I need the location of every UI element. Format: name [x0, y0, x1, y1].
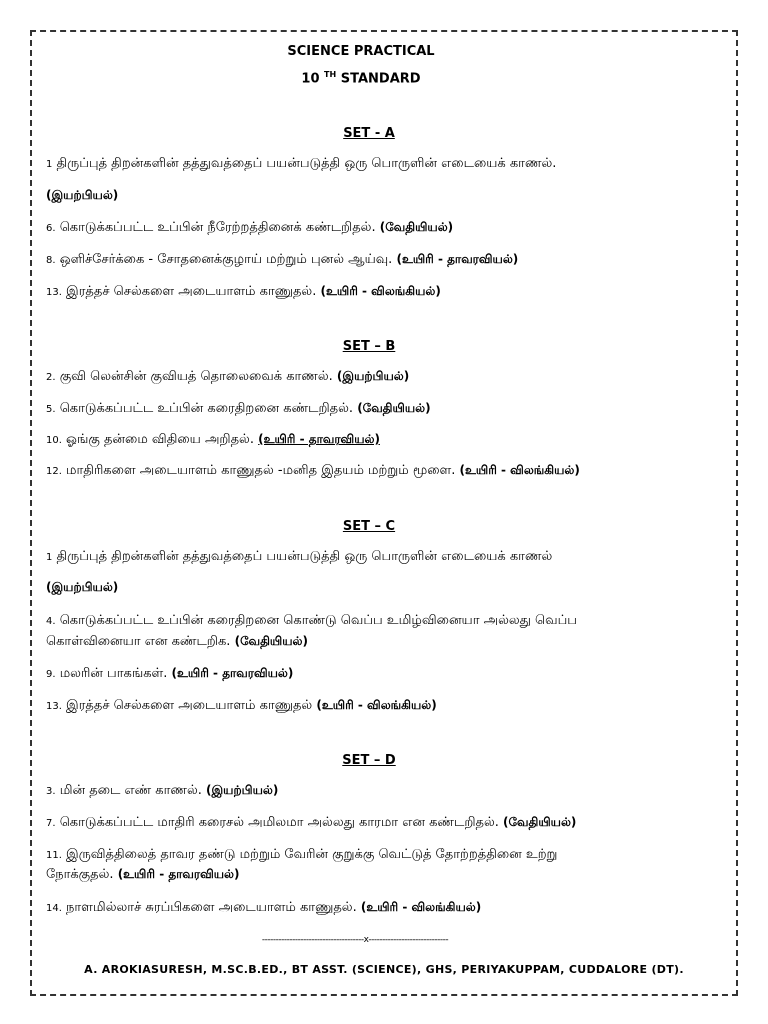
item-subject: (உயிரி - விலங்கியல்): [459, 463, 580, 477]
grade-superscript: TH: [324, 70, 337, 79]
item-number: 13.: [46, 287, 62, 298]
item-number: 2.: [46, 372, 56, 383]
page-title: SCIENCE PRACTICAL: [287, 44, 435, 59]
item-text: திருப்புத் திறன்களின் தத்துவத்தைப் பயன்படுத்தி ஒரு பொருளின் எடையைக் காணல்: [56, 549, 553, 564]
grade-label: [0, 70, 722, 86]
item-number: 12.: [46, 466, 62, 477]
set-a-item: [46, 188, 118, 204]
set-c-item: [46, 549, 552, 565]
item-text: இரத்தச் செல்களை அடையாளம் காணுதல்: [66, 698, 313, 713]
set-c-item: [46, 613, 577, 629]
item-subject: (உயிரி - விலங்கியல்): [320, 284, 441, 298]
set-c-title: SET – C: [342, 519, 396, 534]
item-text: கொடுக்கப்பட்ட மாதிரி கரைசல் அமிலமா அல்லது காரமா என கண்டறிதல்.: [59, 815, 499, 830]
item-subject: (உயிரி - தாவரவியல்): [171, 666, 294, 680]
item-number: 8.: [46, 255, 56, 266]
item-text: கொடுக்கப்பட்ட உப்பின் நீரேற்றத்தினைக் கண்டறிதல்.: [59, 220, 376, 235]
set-b-item: [46, 369, 409, 385]
set-c-item: [46, 580, 118, 596]
set-d-title: SET – D: [342, 753, 396, 768]
item-number: 1: [46, 552, 53, 563]
set-a-item: [46, 156, 556, 172]
set-d-item: [46, 783, 278, 799]
item-text: குவி லென்சின் குவியத் தொலைவைக் காணல்.: [59, 369, 333, 384]
item-subject: (வேதியியல்): [503, 815, 577, 829]
item-number: 11.: [46, 850, 62, 861]
item-subject: (வேதியியல்): [357, 401, 431, 415]
item-text: மின் தடை எண் காணல்.: [59, 783, 202, 798]
item-text: திருப்புத் திறன்களின் தத்துவத்தைப் பயன்படுத்தி ஒரு பொருளின் எடையைக் காணல்.: [56, 156, 557, 171]
item-number: 9.: [46, 669, 56, 680]
item-text: இரத்தச் செல்களை அடையாளம் காணுதல்.: [66, 284, 317, 299]
set-c-item: [46, 666, 293, 682]
item-number: 6.: [46, 223, 56, 234]
set-d-item: [46, 847, 557, 863]
item-subject: (உயிரி - விலங்கியல்): [316, 698, 437, 712]
grade-number: 10: [301, 71, 320, 87]
item-subject: (உயிரி - தாவரவியல்): [117, 867, 240, 881]
item-subject: (இயற்பியல்): [46, 188, 119, 202]
item-text: மாதிரிகளை அடையாளம் காணுதல் -மனித இதயம் மற்றும் மூளை.: [66, 463, 456, 478]
item-number: 3.: [46, 786, 56, 797]
item-text: கொடுக்கப்பட்ட உப்பின் கரைதிறனை கொண்டு வெப்ப உமிழ்வினையா அல்லது வெப்ப: [59, 613, 577, 628]
item-text: மலரின் பாகங்கள்.: [59, 666, 168, 681]
item-number: 14.: [46, 903, 62, 914]
grade-word: STANDARD: [340, 71, 421, 87]
item-number: 7.: [46, 818, 56, 829]
item-subject: (இயற்பியல்): [206, 783, 279, 797]
item-subject: (உயிரி - தாவரவியல்): [396, 252, 519, 266]
set-a-item: [46, 252, 518, 268]
set-d-item: [46, 867, 240, 883]
item-subject: (வேதியியல்): [234, 634, 308, 648]
item-number: 5.: [46, 404, 56, 415]
item-text: நோக்குதல்.: [46, 867, 114, 882]
set-d-item: [46, 815, 576, 831]
item-number: 13.: [46, 701, 62, 712]
set-c-item: [46, 634, 308, 650]
separator-line: -------------------------------------x-----------------------------: [261, 935, 449, 945]
set-a-title: SET - A: [343, 126, 395, 141]
set-d-item: [46, 900, 481, 916]
item-number: 10.: [46, 435, 62, 446]
item-text: கொள்வினையா என கண்டறிக.: [46, 634, 231, 649]
set-a-item: [46, 284, 441, 300]
set-b-item: [46, 401, 431, 417]
item-subject: (இயற்பியல்): [336, 369, 410, 383]
footer-author: A. AROKIASURESH, M.SC.B.ED., BT ASST. (SCIENCE), GHS, PERIYAKUPPAM, CUDDALORE (DT).: [84, 963, 684, 976]
item-text: ஓங்கு தன்மை விதியை அறிதல்.: [66, 432, 254, 447]
set-a-item: [46, 220, 453, 236]
set-c-item: [46, 698, 437, 714]
set-b-title: SET – B: [342, 339, 396, 354]
item-subject: (உயிரி - தாவரவியல்): [258, 432, 380, 446]
item-subject: (வேதியியல்): [379, 220, 454, 234]
item-number: 4.: [46, 616, 56, 627]
item-subject: (இயற்பியல்): [46, 580, 119, 594]
item-text: நாளமில்லாச் சுரப்பிகளை அடையாளம் காணுதல்.: [66, 900, 357, 915]
item-text: இருவித்திலைத் தாவர தண்டு மற்றும் வேரின் குறுக்கு வெட்டுத் தோற்றத்தினை உற்று: [66, 847, 558, 862]
set-b-item: [46, 463, 580, 479]
set-b-item: [46, 432, 380, 448]
item-subject: (உயிரி - விலங்கியல்): [360, 900, 482, 914]
item-text: ஒளிச்சேர்க்கை - சோதனைக்குழாய் மற்றும் புனல் ஆய்வு.: [59, 252, 393, 267]
item-number: 1: [46, 159, 53, 170]
item-text: கொடுக்கப்பட்ட உப்பின் கரைதிறனை கண்டறிதல்.: [59, 401, 354, 416]
